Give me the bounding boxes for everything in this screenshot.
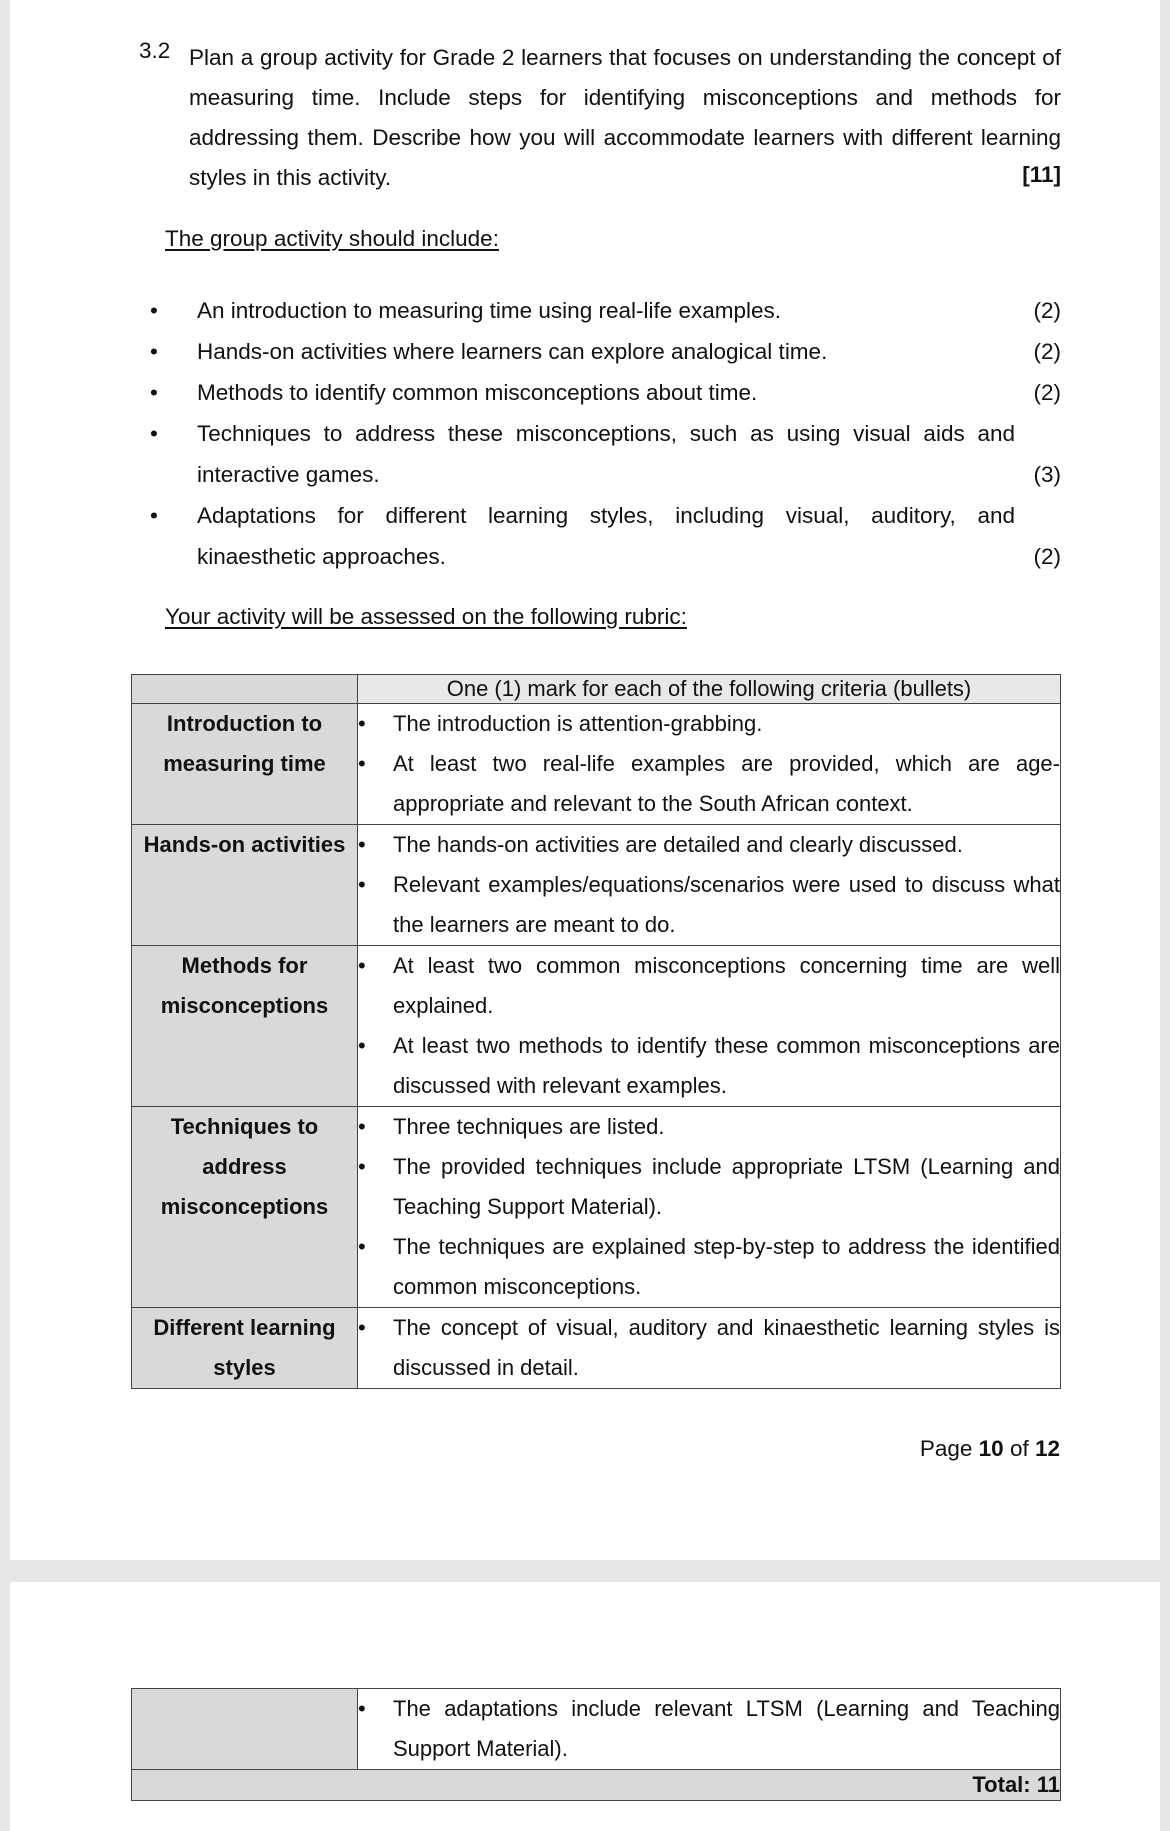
rubric-bullet: • The concept of visual, auditory and kinaesthetic learning styles is discussed in detail. — [358, 1308, 1060, 1388]
include-item-mark: (2) — [1033, 339, 1061, 364]
rubric-bullet: • The hands-on activities are detailed and clearly discussed. — [358, 825, 1060, 865]
question-text: Plan a group activity for Grade 2 learners that focuses on understanding the concept of measuring time. Include steps for identifying misconceptions and methods for addressing them. Describe how you will accommodate learners with different learning styles in this activity. — [189, 45, 1061, 190]
rubric-descriptors — [358, 1107, 1061, 1308]
include-item-text: Techniques to address these misconceptions, such as using visual aids and interactive games. — [197, 421, 1015, 487]
include-item — [150, 413, 1061, 495]
include-item-mark: (3) — [1033, 462, 1061, 487]
include-item-mark: (2) — [1033, 544, 1061, 569]
rubric-total-row — [132, 1770, 1061, 1801]
include-item-text: Hands-on activities where learners can explore analogical time. — [197, 339, 828, 364]
include-heading: The group activity should include: — [165, 226, 499, 251]
page-number: Page 10 of 12 — [919, 1436, 1060, 1461]
rubric-row — [132, 1308, 1061, 1389]
rubric-table — [131, 674, 1061, 1389]
document-page-11 — [10, 1582, 1160, 1831]
rubric-descriptors — [358, 1689, 1061, 1770]
include-item-mark: (2) — [1033, 380, 1061, 405]
rubric-criterion: Hands-on activities — [132, 825, 358, 946]
rubric-descriptors — [358, 704, 1061, 825]
document-page-10 — [10, 0, 1160, 1560]
include-item-mark: (2) — [1033, 298, 1061, 323]
rubric-header-row — [132, 675, 1061, 704]
rubric-bullet: • Three techniques are listed. — [358, 1107, 1060, 1147]
include-item — [150, 290, 1061, 331]
rubric-bullet: • At least two common misconceptions concerning time are well explained. — [358, 946, 1060, 1026]
rubric-bullet: • The introduction is attention-grabbing. — [358, 704, 1060, 744]
include-item-text: Methods to identify common misconceptions about time. — [197, 380, 758, 405]
include-item — [150, 495, 1061, 577]
question-marks: [11] — [1022, 162, 1061, 187]
rubric-bullet: • At least two real-life examples are provided, which are age-appropriate and relevant to the South African context. — [358, 744, 1060, 824]
rubric-descriptors — [358, 825, 1061, 946]
rubric-row — [132, 825, 1061, 946]
include-list — [150, 290, 1061, 577]
rubric-row — [132, 946, 1061, 1107]
rubric-criterion: Introduction to measuring time — [132, 704, 358, 825]
rubric-descriptors — [358, 946, 1061, 1107]
rubric-bullet: • The techniques are explained step-by-step to address the identified common misconceptions. — [358, 1227, 1060, 1307]
include-item-text: Adaptations for different learning styles, including visual, auditory, and kinaesthetic approaches. — [197, 503, 1015, 569]
rubric-row — [132, 704, 1061, 825]
rubric-criterion-blank — [132, 1689, 358, 1770]
rubric-criterion: Techniques to address misconceptions — [132, 1107, 358, 1308]
rubric-criterion: Different learning styles — [132, 1308, 358, 1389]
rubric-bullet: • At least two methods to identify these common misconceptions are discussed with relevant examples. — [358, 1026, 1060, 1106]
include-item — [150, 331, 1061, 372]
rubric-header-blank — [132, 675, 358, 704]
rubric-heading: Your activity will be assessed on the following rubric: — [165, 604, 687, 629]
rubric-bullet: • The adaptations include relevant LTSM (Learning and Teaching Support Material). — [358, 1689, 1060, 1769]
question-number: 3.2 — [139, 38, 171, 63]
include-item-text: An introduction to measuring time using real-life examples. — [197, 298, 782, 323]
rubric-total: Total: 11 — [132, 1770, 1061, 1801]
rubric-table-continued — [131, 1688, 1061, 1801]
rubric-header: One (1) mark for each of the following criteria (bullets) — [358, 675, 1061, 704]
rubric-row — [132, 1107, 1061, 1308]
rubric-bullet: • Relevant examples/equations/scenarios were used to discuss what the learners are meant to do. — [358, 865, 1060, 945]
rubric-row — [132, 1689, 1061, 1770]
rubric-criterion: Methods for misconceptions — [132, 946, 358, 1107]
rubric-bullet: • The provided techniques include appropriate LTSM (Learning and Teaching Support Material). — [358, 1147, 1060, 1227]
rubric-descriptors — [358, 1308, 1061, 1389]
include-item — [150, 372, 1061, 413]
